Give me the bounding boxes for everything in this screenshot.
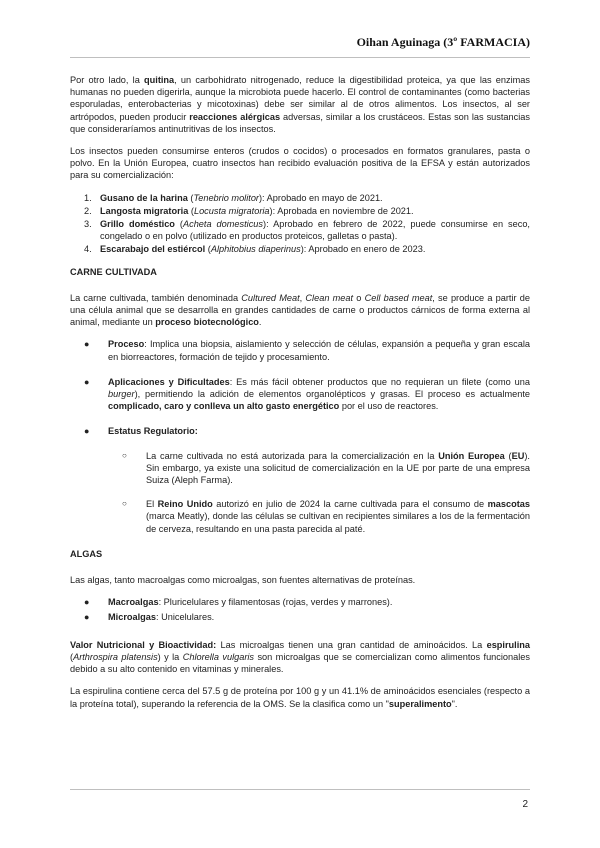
- bullet-microalgas: [70, 611, 530, 623]
- bullet-icon: ●: [84, 339, 90, 350]
- text-run: La carne cultivada, también denominada: [70, 292, 242, 303]
- text-run: (: [188, 205, 194, 216]
- text-run: (: [187, 192, 194, 203]
- bold-text: Aplicaciones y Dificultades: [108, 376, 230, 387]
- bold-text: Proceso: [108, 339, 145, 350]
- italic-text: Clean meat: [305, 292, 354, 303]
- section-heading-algas: ALGAS: [70, 548, 103, 559]
- bold-text: proceso biotecnológico: [155, 317, 259, 328]
- bullet-proceso: [70, 338, 530, 362]
- italic-text: burger: [108, 389, 135, 400]
- text-run: : Implica una biopsia, aislamiento y selección de células, expansión a pequeña y gran escala en biorreactores, formación de tejido y procesamiento.: [108, 339, 530, 362]
- paragraph-algas-intro: [70, 574, 530, 586]
- italic-text: Arthrospira platensis: [73, 651, 158, 662]
- bold-text: Unión Europea: [438, 450, 505, 461]
- text-run: (marca Meatly), donde las células se cultivan en recipientes similares a los de la fermentación de cerveza, resultando en una pasta parecida al paté.: [146, 511, 530, 534]
- bold-text: complicado, caro y conlleva un alto gasto energético: [108, 401, 340, 412]
- paragraph-carne-intro: [70, 292, 530, 329]
- text-run: autorizó en julio de 2024 la carne cultivada para el consumo de: [212, 499, 488, 510]
- text-run: ) y la: [157, 651, 183, 662]
- paragraph-quitina: [70, 74, 530, 135]
- paragraph-espirulina: [70, 685, 530, 709]
- circle-bullet-icon: ○: [122, 450, 127, 460]
- text-run: ): Aprobado en febrero de 2022, puede consumirse en seco, congelado o en polvo (utilizado en productos proteicos, galletas o pasta).: [100, 219, 530, 242]
- text-run: (: [174, 219, 183, 230]
- text-run: Las microalgas tienen una gran cantidad de aminoácidos. La: [216, 639, 487, 650]
- text-run: adversas, similar a los crustáceos. Estas son las sustancias que consideraríamos antinutritivas de los insectos.: [70, 111, 530, 134]
- list-item: 4. Escarabajo del estiércol (Alphitobius diaperinus): Aprobado en enero de 2023.: [84, 244, 426, 255]
- text-run: (: [205, 244, 211, 255]
- italic-text: Locusta migratoria: [193, 205, 270, 216]
- bullet-icon: ●: [84, 426, 90, 437]
- header-author: Oihan Aguinaga (3º FARMACIA): [356, 35, 530, 49]
- text-run: o: [353, 292, 365, 303]
- bold-text: EU: [511, 450, 525, 461]
- text-run: .: [258, 317, 262, 328]
- list-item: 3. Grillo doméstico (Acheta domesticus): Aprobado en febrero de 2022, puede consumirse en seco, congelado o en polvo (utilizado en productos proteicos, galletas o pasta).: [84, 219, 530, 242]
- text-run: La espirulina contiene cerca del 57.5 g de proteína por 100 g y un 41.1% de aminoácidos esenciales (respecto a la proteína total), superando la referencia de la OMS. Se la clasifica como un ": [70, 686, 530, 709]
- text-run: , un carbohidrato nitrogenado, reduce la digestibilidad proteica, ya que las enzimas humanas no pueden digerirla, aunque la microbiota puede hacerlo. El control de contaminantes (como bacterias esporuladas, enterobacterias y micotoxinas) debe ser similar al de otros alimentos. Los insectos, al ser artrópodos, pueden producir: [70, 75, 530, 122]
- footer-divider: [70, 789, 530, 790]
- text-run: (: [70, 651, 74, 662]
- text-run: Las algas, tanto macroalgas como microalgas, son fuentes alternativas de proteínas.: [70, 575, 416, 586]
- bold-text: superalimento: [388, 698, 452, 709]
- text-run: ): Aprobado en mayo de 2021.: [259, 192, 383, 203]
- circle-bullet-icon: ○: [122, 499, 127, 509]
- bullet-icon: ●: [84, 611, 90, 622]
- text-run: (: [504, 450, 512, 461]
- bullet-macroalgas: [70, 596, 530, 608]
- bold-text: reacciones alérgicas: [189, 111, 281, 122]
- bold-text: Estatus Regulatorio:: [108, 426, 198, 437]
- paragraph-insect-consumption: [70, 145, 530, 182]
- text-run: ".: [451, 698, 458, 709]
- list-item: 1. Gusano de la harina (Tenebrio molitor): Aprobado en mayo de 2021.: [84, 192, 383, 203]
- bold-text: Langosta migratoria: [100, 205, 189, 216]
- bold-text: Microalgas: [108, 611, 156, 622]
- italic-text: Cell based meat: [364, 292, 433, 303]
- italic-text: Cultured Meat: [241, 292, 300, 303]
- bold-text: Valor Nutricional y Bioactividad:: [70, 639, 217, 650]
- italic-text: Alphitobius diaperinus: [210, 244, 301, 255]
- page-number: 2: [522, 799, 528, 810]
- bullet-icon: ●: [84, 376, 90, 387]
- bold-text: espirulina: [486, 639, 530, 650]
- bold-text: Escarabajo del estiércol: [100, 244, 206, 255]
- text-run: : Es más fácil obtener productos que no requieran un filete (como una: [229, 376, 530, 387]
- bullet-icon: ●: [84, 597, 90, 608]
- bullet-aplicaciones: [70, 376, 530, 413]
- list-item: 2. Langosta migratoria (Locusta migratoria): Aprobada en noviembre de 2021.: [84, 205, 414, 216]
- text-run: : Unicelulares.: [156, 611, 215, 622]
- header-divider: [70, 57, 530, 58]
- text-run: Por otro lado, la: [70, 75, 145, 85]
- sub-bullet-reino-unido: [108, 498, 530, 535]
- text-run: ), permitiendo la adición de elementos organolépticos y grasas. El proceso es actualmente: [134, 389, 530, 400]
- page-body: [70, 74, 530, 720]
- carne-bullets: [70, 338, 530, 534]
- insect-list: [70, 192, 530, 256]
- bold-text: quitina: [144, 75, 175, 85]
- text-run: Los insectos pueden consumirse enteros (crudos o cocidos) o procesados en formatos granulares, pasta o polvo. En la Unión Europea, cuatro insectos han recibido evaluación positiva de la EFSA y están autorizados para su comercialización:: [70, 146, 530, 181]
- text-run: ): Aprobado en enero de 2023.: [300, 244, 426, 255]
- text-run: La carne cultivada no está autorizada para la comercialización en la: [146, 450, 439, 461]
- bold-text: Grillo doméstico: [100, 219, 175, 230]
- text-run: : Pluricelulares y filamentosas (rojas, verdes y marrones).: [158, 597, 393, 608]
- text-run: , se produce a partir de una célula animal que se desarrolla en grandes cantidades de carne o productos cárnicos de forma externa al animal, mediante un: [70, 292, 531, 328]
- italic-text: Chlorella vulgaris: [182, 651, 255, 662]
- text-run: por el uso de reactores.: [339, 401, 439, 412]
- bullet-estatus: [70, 425, 530, 534]
- text-run: ,: [299, 292, 306, 303]
- sub-bullet-ue: [108, 450, 530, 487]
- bold-text: Reino Unido: [157, 499, 213, 510]
- paragraph-valor-nutricional: [70, 639, 530, 676]
- text-run: son microalgas que se comercializan como alimentos funcionales debido a su alto contenido en vitaminas y minerales.: [70, 651, 530, 675]
- bold-text: Gusano de la harina: [100, 192, 188, 203]
- algas-bullets: [70, 596, 530, 622]
- text-run: El: [146, 499, 158, 510]
- bold-text: mascotas: [487, 499, 530, 510]
- text-run: ). Sin embargo, ya existe una solicitud de comercialización en la UE por parte de una empresa Suiza (Aleph Farma).: [146, 450, 530, 486]
- estatus-sublist: [108, 450, 530, 535]
- text-run: ): Aprobada en noviembre de 2021.: [269, 205, 414, 216]
- section-heading-carne: CARNE CULTIVADA: [70, 266, 157, 277]
- italic-text: Acheta domesticus: [182, 219, 264, 230]
- italic-text: Tenebrio molitor: [193, 192, 259, 203]
- bold-text: Macroalgas: [108, 597, 159, 608]
